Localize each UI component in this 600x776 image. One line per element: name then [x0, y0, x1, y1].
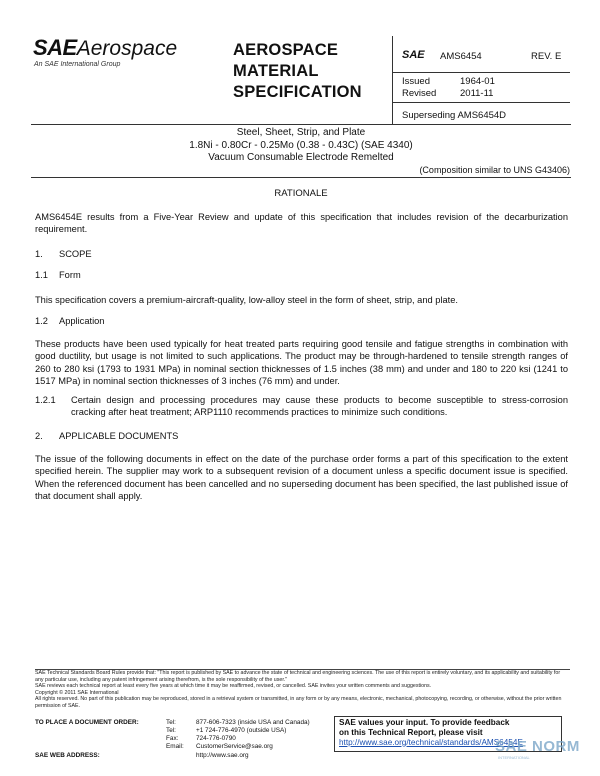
feedback-line2: on this Technical Report, please visit [339, 727, 483, 737]
watermark-stamp-sub: INTERNATIONAL [498, 755, 530, 760]
rationale-heading: RATIONALE [274, 188, 328, 199]
feedback-line1: SAE values your input. To provide feedback [339, 718, 510, 727]
email-label: Email: [166, 743, 184, 750]
section-2-text: The issue of the following documents in effect on the date of the purchase order forms a part of this specification to the extent specified herein. The supplier may work to a subsequent revision of a document unless a specific document issue is specified. When the referenced document has been cancelled and no superseding document has been specified, the last published issue of that document shall apply. [35, 454, 568, 502]
section-number: 1.2.1 [35, 395, 56, 405]
supersedes: Superseding AMS6454D [402, 110, 507, 121]
section-number: 1.1 [35, 270, 48, 280]
header-divider-bottom [31, 124, 571, 125]
order-label [35, 719, 139, 727]
header-divider-mid [392, 102, 570, 103]
section-number: 2. [35, 431, 43, 441]
tel-label: Tel: [166, 719, 176, 726]
feedback-link[interactable]: http://www.sae.org/technical/standards/AMS6454E [339, 737, 523, 747]
logo-subtitle: An SAE International Group [34, 61, 121, 68]
section-number: 1.2 [35, 316, 48, 326]
section-1-heading [35, 249, 92, 259]
legal-rules: SAE Technical Standards Board Rules provide that: "This report is published by SAE to advance the state of technical and engineering sciences. The use of this report is entirely voluntary, and its applicability and suitability for any particular use, including any patent infringement arising therefrom, is the sole responsibility of the user." [35, 670, 561, 683]
title-block [31, 127, 571, 165]
legal-copyright: Copyright © 2011 SAE International [35, 689, 119, 696]
issued-label: Issued [402, 76, 430, 87]
section-2-heading [35, 431, 178, 441]
section-1-2-1-text: Certain design and processing procedures may cause these products to become susceptible to stress-corrosion cracking after heat treatment; ARP1110 recommends practices to minimize such conditions. [71, 395, 568, 418]
legal-rights: All rights reserved. No part of this publication may be reproduced, stored in a retrieval system or transmitted, in any form or by any means, electronic, mechanical, photocopying, recording, or otherwise, without the prior written permission of SAE. [35, 696, 562, 709]
revision: REV. E [531, 51, 562, 62]
revised-label: Revised [402, 88, 437, 99]
logo-sae: SAE [33, 35, 77, 60]
section-number: 1. [35, 249, 43, 259]
web-link[interactable]: http://www.sae.org [196, 752, 249, 759]
issued-value: 1964-01 [460, 76, 495, 87]
title-divider [31, 177, 571, 178]
rationale-text: AMS6454E results from a Five-Year Review and update of this specification that includes revision of the decarburization requirement. [35, 212, 568, 235]
sae-aerospace-logo [33, 35, 177, 61]
sae-mark: SAE [402, 49, 425, 61]
legal-review: SAE reviews each technical report at least every five years at which time it may be reaffirmed, revised, or cancelled. SAE invites your written comments and suggestions. [35, 683, 432, 690]
section-1-1-heading [35, 270, 81, 280]
section-title: Form [59, 270, 81, 280]
section-title: SCOPE [59, 249, 92, 259]
fax-value: 724-776-0790 [196, 735, 236, 742]
tel-inside: 877-606-7323 (inside USA and Canada) [196, 719, 310, 726]
spec-title-line1: AEROSPACE [233, 41, 339, 59]
logo-aerospace: Aerospace [76, 37, 178, 60]
composition-note: (Composition similar to UNS G43406) [419, 165, 570, 175]
section-1-2-text: These products have been used typically for heat treated parts requiring good tensile and fatigue strengths in combination with good ductility, but usage is not limited to such applications. The product may be through-hardened to tensile strength ranges of 260 to 280 ksi (1793 to 1931 MPa) in nominal section thicknesses of 1.5 inches (38 mm) and under and 180 to 220 ksi (1241 to 1517 MPa) in nominal section thicknesses of 3 inches (76 mm) and under. [35, 339, 568, 387]
title-line3: Vacuum Consumable Electrode Remelted [208, 152, 394, 163]
tel-label-2: Tel: [166, 727, 176, 734]
legal-notice [35, 670, 565, 710]
header-divider-top [392, 72, 570, 73]
section-title: APPLICABLE DOCUMENTS [59, 431, 179, 441]
order-label-text: TO PLACE A DOCUMENT ORDER: [35, 719, 139, 726]
section-title: Application [59, 316, 105, 326]
spec-title-line3: SPECIFICATION [233, 83, 362, 101]
email-value[interactable]: CustomerService@sae.org [196, 743, 273, 750]
spec-title [233, 40, 362, 103]
fax-label: Fax: [166, 735, 179, 742]
revised-value: 2011-11 [460, 88, 494, 99]
section-1-2-heading [35, 316, 104, 326]
spec-title-line2: MATERIAL [233, 62, 319, 80]
header-divider-vertical [392, 36, 393, 124]
watermark-stamp: SAE NORM [495, 738, 580, 755]
contact-info [166, 719, 326, 753]
title-line2: 1.8Ni - 0.80Cr - 0.25Mo (0.38 - 0.43C) (SAE 4340) [189, 139, 413, 151]
doc-number: AMS6454 [440, 51, 482, 62]
section-1-1-text: This specification covers a premium-aircraft-quality, low-alloy steel in the form of sheet, strip, and plate. [35, 295, 459, 305]
web-label: SAE WEB ADDRESS: [35, 752, 100, 759]
title-line1: Steel, Sheet, Strip, and Plate [236, 127, 366, 138]
tel-outside: +1 724-776-4970 (outside USA) [196, 727, 287, 734]
